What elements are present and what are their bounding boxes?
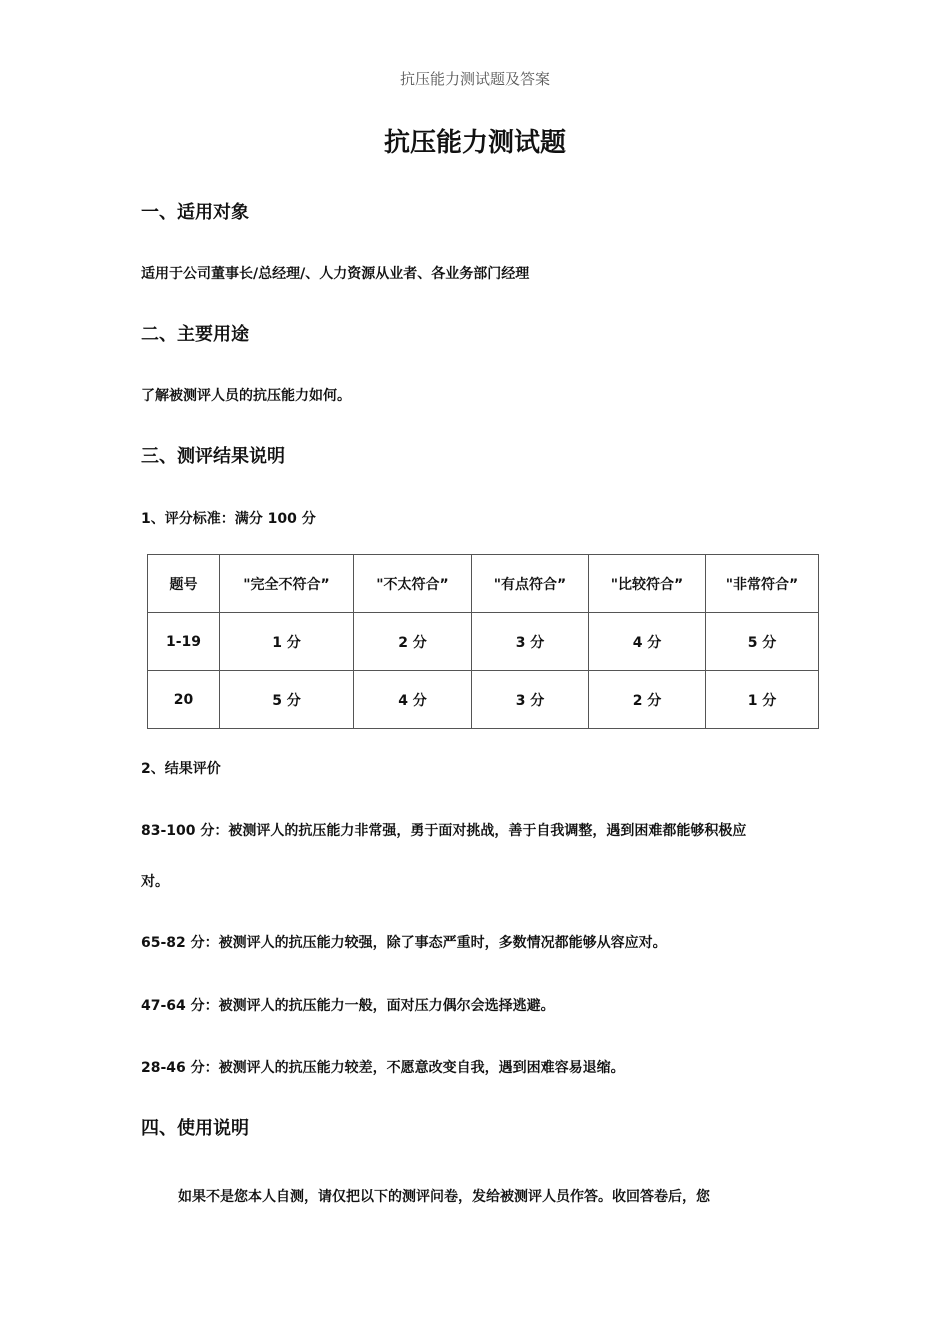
table-cell: 1 分 [220, 613, 354, 671]
purpose-text: 了解被测评人员的抗压能力如何。 [141, 388, 351, 404]
page-title: 抗压能力测试题 [383, 128, 566, 158]
evaluation-65-82: 65-82 分：被测评人的抗压能力较强，除了事态严重时，多数情况都能够从容应对。 [141, 935, 667, 951]
result-evaluation-label: 2、结果评价 [141, 761, 221, 777]
applicable-text: 适用于公司董事长/总经理/、人力资源从业者、各业务部门经理 [141, 266, 530, 282]
section-heading-usage: 四、使用说明 [141, 1118, 249, 1139]
table-cell: 3 分 [472, 671, 589, 729]
evaluation-47-64: 47-64 分：被测评人的抗压能力一般，面对压力偶尔会选择逃避。 [141, 998, 555, 1014]
scoring-standard-label: 1、评分标准：满分 100 分 [141, 511, 316, 527]
evaluation-83-100: 83-100 分：被测评人的抗压能力非常强，勇于面对挑战，善于自我调整，遇到困难都能够积极应 [141, 823, 747, 839]
usage-text: 如果不是您本人自测，请仅把以下的测评问卷，发给被测评人员作答。收回答卷后，您 [178, 1189, 710, 1205]
section-heading-applicable: 一、适用对象 [141, 202, 249, 223]
table-cell: 3 分 [472, 613, 589, 671]
table-cell: 20 [148, 671, 220, 729]
table-cell: 2 分 [354, 613, 472, 671]
scoring-table [147, 554, 819, 729]
running-header: 抗压能力测试题及答案 [399, 70, 550, 88]
table-cell: 5 分 [220, 671, 354, 729]
table-cell: 1-19 [148, 613, 220, 671]
table-header-cell: "完全不符合” [220, 555, 354, 613]
table-header-cell: "比较符合” [589, 555, 706, 613]
table-cell: 5 分 [706, 613, 819, 671]
evaluation-28-46: 28-46 分：被测评人的抗压能力较差，不愿意改变自我，遇到困难容易退缩。 [141, 1060, 625, 1076]
table-header-cell: "有点符合” [472, 555, 589, 613]
section-heading-results: 三、测评结果说明 [141, 446, 285, 467]
table-header-cell: "不太符合” [354, 555, 472, 613]
table-cell: 2 分 [589, 671, 706, 729]
table-cell: 4 分 [354, 671, 472, 729]
table-header-row [148, 555, 819, 613]
table-cell: 4 分 [589, 613, 706, 671]
table-header-cell: 题号 [148, 555, 220, 613]
table-cell: 1 分 [706, 671, 819, 729]
table-row [148, 671, 819, 729]
evaluation-83-100-cont: 对。 [141, 874, 169, 890]
table-row [148, 613, 819, 671]
section-heading-purpose: 二、主要用途 [141, 324, 249, 345]
table-header-cell: "非常符合” [706, 555, 819, 613]
